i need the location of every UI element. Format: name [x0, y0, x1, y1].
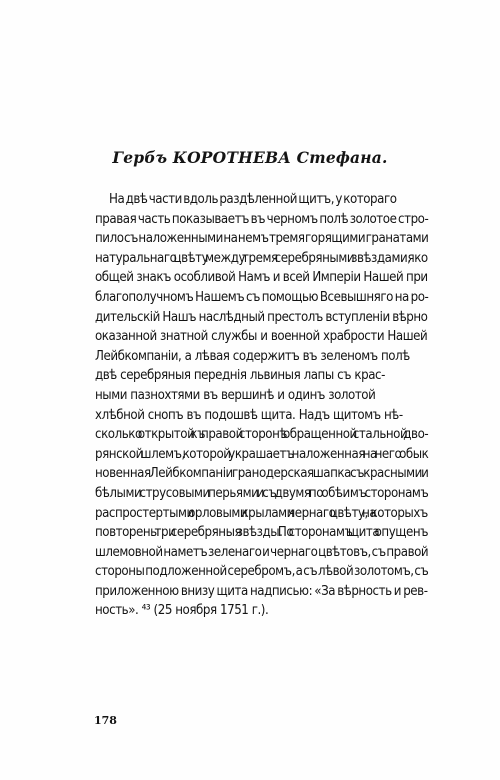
body-text — [95, 190, 428, 621]
text-line: На двѣ части вдоль раздѣленной щитъ, у котораго — [109, 192, 397, 207]
text-line: бѣлыми струсовыми перьями и съ двумя по обѣимъ сторонамъ — [95, 485, 429, 501]
text-line: правая часть показываетъ въ черномъ полѣ золотое стро- — [95, 211, 429, 227]
text-line: Лейбкомпаніи, а лѣвая содержитъ въ зеленомъ полѣ — [95, 348, 410, 364]
text-line: рянской шлемъ, которой украшаетъ наложенная на него обык — [95, 446, 429, 462]
text-line: благополучномъ Нашемъ съ помощью Всевышняго на ро- — [95, 289, 429, 305]
text-line: стороны подложенной серебромъ, а съ лѣвой золотомъ, съ — [95, 564, 429, 580]
page-title: Гербъ КОРОТНЕВА Стефана. — [112, 148, 388, 167]
text-line: новенная Лейбкомпаніи гранодерская шапка съ красными и — [95, 466, 429, 482]
text-line: сколько открытой къ правой сторонѣ обращенной стальной дво- — [95, 427, 429, 443]
text-line: ность». ⁴³ (25 ноября 1751 г.). — [95, 603, 269, 619]
text-line: хлѣбной снопъ въ подошвѣ щита. Надъ щитомъ нѣ- — [95, 407, 403, 423]
text-line: дительскій Нашъ наслѣдный престолъ вступленіи вѣрно — [95, 309, 428, 325]
page-number: 178 — [94, 714, 117, 727]
text-line: натуральнаго цвѣту между тремя серебряными звѣздами, яко — [95, 250, 428, 266]
text-line: двѣ серебряныя переднія львиныя лапы съ крас- — [95, 368, 385, 384]
text-line: ными пазнохтями въ вершинѣ и одинъ золотой — [95, 387, 376, 403]
text-line: общей знакъ особливой Намъ и всей Имперіи Нашей при — [95, 270, 428, 286]
text-line: оказанной знатной службы и военной храбрости Нашей — [95, 329, 428, 345]
text-line: шлемовной наметъ зеленаго и чернаго цвѣтовъ, съ правой — [95, 544, 429, 560]
text-line: распростертыми орловыми крылами чернаго цвѣту, на которыхъ — [95, 505, 428, 521]
text-line: повторены три серебряныя звѣзды. По сторонамъ щита опущенъ — [95, 525, 429, 541]
text-line: пило съ наложенными на немъ тремя горящими гранатами — [95, 231, 429, 247]
text-line: приложенною внизу щита надписью: «За вѣрность и рев- — [95, 583, 428, 599]
